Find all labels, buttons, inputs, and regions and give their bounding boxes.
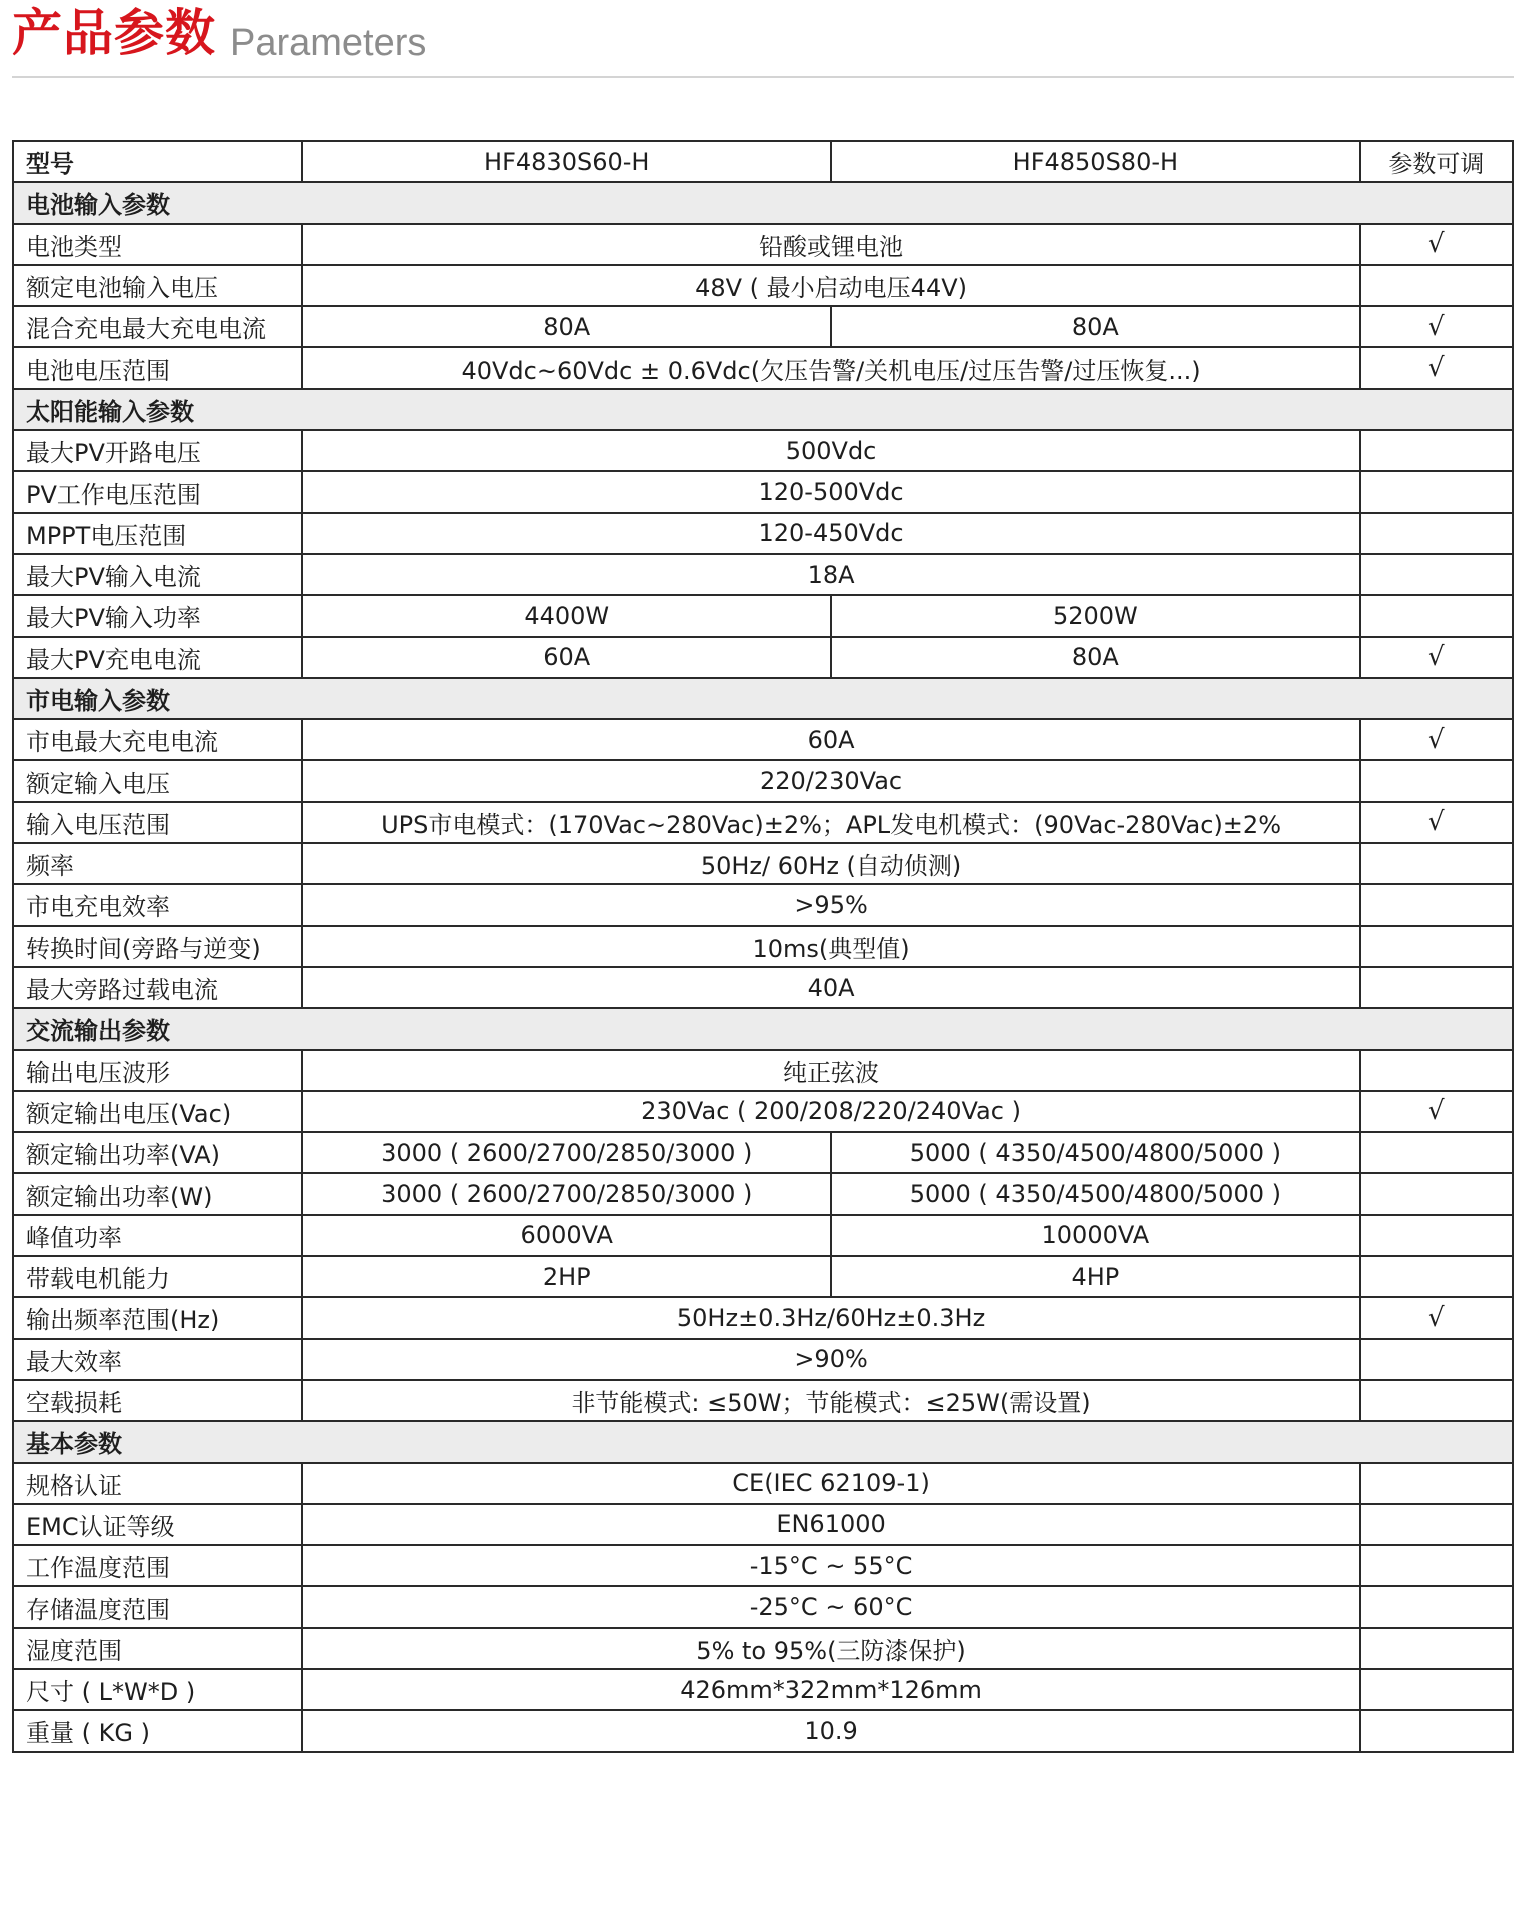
param-value: 50Hz/ 60Hz (自动侦测) [302, 843, 1359, 884]
adjustable-check: √ [1360, 1297, 1513, 1338]
adjustable-check: √ [1360, 224, 1513, 265]
param-value-model-b: 5200W [831, 595, 1360, 636]
param-value-model-a: 60A [302, 637, 831, 678]
section-title: 交流输出参数 [13, 1008, 1513, 1049]
section-header-row [13, 1008, 1513, 1049]
param-label: 峰值功率 [13, 1215, 302, 1256]
param-value: CE(IEC 62109-1) [302, 1463, 1359, 1504]
table-row [13, 760, 1513, 801]
param-value: 40A [302, 967, 1359, 1008]
param-label: 市电最大充电电流 [13, 719, 302, 760]
table-row [13, 554, 1513, 595]
section-title: 电池输入参数 [13, 182, 1513, 223]
param-label: EMC认证等级 [13, 1504, 302, 1545]
section-header-row [13, 389, 1513, 430]
param-value: -25°C ~ 60°C [302, 1586, 1359, 1627]
param-value: 10.9 [302, 1710, 1359, 1751]
param-label: 空载损耗 [13, 1380, 302, 1421]
adjustable-check: √ [1360, 719, 1513, 760]
section-header-row [13, 182, 1513, 223]
param-value-model-b: 5000 ( 4350/4500/4800/5000 ) [831, 1132, 1360, 1173]
param-label: 带载电机能力 [13, 1256, 302, 1297]
param-label: PV工作电压范围 [13, 471, 302, 512]
param-value: 40Vdc~60Vdc ± 0.6Vdc(欠压告警/关机电压/过压告警/过压恢复...) [302, 347, 1359, 388]
section-header-row [13, 678, 1513, 719]
adjustable-check [1360, 967, 1513, 1008]
parameters-table-body [13, 141, 1513, 1752]
param-label: 额定输出功率(W) [13, 1173, 302, 1214]
section-title: 市电输入参数 [13, 678, 1513, 719]
section-title: 基本参数 [13, 1421, 1513, 1462]
table-row [13, 347, 1513, 388]
header-divider [12, 76, 1514, 78]
param-value: 48V ( 最小启动电压44V) [302, 265, 1359, 306]
table-row [13, 802, 1513, 843]
param-value-model-a: 2HP [302, 1256, 831, 1297]
param-label: 湿度范围 [13, 1628, 302, 1669]
param-value: 50Hz±0.3Hz/60Hz±0.3Hz [302, 1297, 1359, 1338]
param-value: >95% [302, 884, 1359, 925]
param-value: 120-500Vdc [302, 471, 1359, 512]
adjustable-check [1360, 513, 1513, 554]
adjustable-check [1360, 1628, 1513, 1669]
adjustable-check [1360, 1050, 1513, 1091]
param-label: 输入电压范围 [13, 802, 302, 843]
param-label: 输出电压波形 [13, 1050, 302, 1091]
table-row [13, 471, 1513, 512]
model-header: 型号 [13, 141, 302, 182]
table-row [13, 1091, 1513, 1132]
param-value: -15°C ~ 55°C [302, 1545, 1359, 1586]
table-row [13, 719, 1513, 760]
table-row [13, 884, 1513, 925]
table-row [13, 1463, 1513, 1504]
param-label: 最大PV开路电压 [13, 430, 302, 471]
adjustable-check: √ [1360, 802, 1513, 843]
param-value: 220/230Vac [302, 760, 1359, 801]
adjustable-check: √ [1360, 347, 1513, 388]
param-label: 混合充电最大充电电流 [13, 306, 302, 347]
adjustable-check [1360, 1586, 1513, 1627]
param-value: 铅酸或锂电池 [302, 224, 1359, 265]
param-label: 额定电池输入电压 [13, 265, 302, 306]
table-row [13, 926, 1513, 967]
param-label: 转换时间(旁路与逆变) [13, 926, 302, 967]
table-row [13, 1628, 1513, 1669]
param-value: 500Vdc [302, 430, 1359, 471]
param-value-model-b: 80A [831, 637, 1360, 678]
param-label: 市电充电效率 [13, 884, 302, 925]
param-label: 额定输入电压 [13, 760, 302, 801]
param-value: 非节能模式: ≤50W；节能模式：≤25W(需设置) [302, 1380, 1359, 1421]
adjustable-check [1360, 1173, 1513, 1214]
table-row [13, 306, 1513, 347]
param-label: 额定输出电压(Vac) [13, 1091, 302, 1132]
param-value: 5% to 95%(三防漆保护) [302, 1628, 1359, 1669]
table-row [13, 1710, 1513, 1751]
adjustable-check: √ [1360, 637, 1513, 678]
param-value-model-b: 10000VA [831, 1215, 1360, 1256]
param-label: 额定输出功率(VA) [13, 1132, 302, 1173]
param-value: EN61000 [302, 1504, 1359, 1545]
param-value-model-b: 5000 ( 4350/4500/4800/5000 ) [831, 1173, 1360, 1214]
param-label: 电池类型 [13, 224, 302, 265]
table-row [13, 1173, 1513, 1214]
param-label: 电池电压范围 [13, 347, 302, 388]
param-value: 18A [302, 554, 1359, 595]
param-value-model-a: 3000 ( 2600/2700/2850/3000 ) [302, 1173, 831, 1214]
page-subtitle: Parameters [230, 22, 427, 64]
table-row [13, 1132, 1513, 1173]
adjustable-check [1360, 595, 1513, 636]
adjustable-check [1360, 471, 1513, 512]
param-value: >90% [302, 1339, 1359, 1380]
table-row [13, 513, 1513, 554]
table-row [13, 595, 1513, 636]
table-row [13, 1380, 1513, 1421]
adjustable-check [1360, 1215, 1513, 1256]
table-row [13, 430, 1513, 471]
adjustable-check [1360, 265, 1513, 306]
table-row [13, 1504, 1513, 1545]
section-header-row [13, 1421, 1513, 1462]
adjustable-check [1360, 1256, 1513, 1297]
section-title: 太阳能输入参数 [13, 389, 1513, 430]
param-value: 60A [302, 719, 1359, 760]
table-header-row [13, 141, 1513, 182]
param-value: 10ms(典型值) [302, 926, 1359, 967]
param-label: 最大PV充电电流 [13, 637, 302, 678]
table-row [13, 1050, 1513, 1091]
adjustable-check [1360, 1463, 1513, 1504]
param-label: MPPT电压范围 [13, 513, 302, 554]
param-value-model-a: 6000VA [302, 1215, 831, 1256]
table-row [13, 1297, 1513, 1338]
model-b-header: HF4850S80-H [831, 141, 1360, 182]
table-row [13, 1545, 1513, 1586]
adjustable-check: √ [1360, 306, 1513, 347]
param-label: 最大旁路过载电流 [13, 967, 302, 1008]
param-label: 存储温度范围 [13, 1586, 302, 1627]
adjustable-check [1360, 760, 1513, 801]
table-row [13, 265, 1513, 306]
adjustable-check [1360, 1545, 1513, 1586]
param-value-model-a: 4400W [302, 595, 831, 636]
param-value-model-a: 3000 ( 2600/2700/2850/3000 ) [302, 1132, 831, 1173]
param-value-model-a: 80A [302, 306, 831, 347]
param-value-model-b: 4HP [831, 1256, 1360, 1297]
adjustable-check [1360, 430, 1513, 471]
parameters-table [12, 140, 1514, 1753]
param-label: 最大效率 [13, 1339, 302, 1380]
param-value: 120-450Vdc [302, 513, 1359, 554]
table-row [13, 637, 1513, 678]
page-title: 产品参数 [12, 4, 216, 62]
adjustable-check [1360, 1339, 1513, 1380]
table-row [13, 967, 1513, 1008]
param-label: 输出频率范围(Hz) [13, 1297, 302, 1338]
adjustable-check [1360, 926, 1513, 967]
adjustable-check: √ [1360, 1091, 1513, 1132]
adjustable-check [1360, 1380, 1513, 1421]
table-row [13, 1215, 1513, 1256]
param-value: UPS市电模式：(170Vac~280Vac)±2%；APL发电机模式：(90Vac-280Vac)±2% [302, 802, 1359, 843]
table-row [13, 843, 1513, 884]
adjustable-check [1360, 1710, 1513, 1751]
param-value: 230Vac ( 200/208/220/240Vac ) [302, 1091, 1359, 1132]
param-value-model-b: 80A [831, 306, 1360, 347]
adjustable-check [1360, 1504, 1513, 1545]
param-value: 纯正弦波 [302, 1050, 1359, 1091]
model-a-header: HF4830S60-H [302, 141, 831, 182]
param-label: 尺寸 ( L*W*D ) [13, 1669, 302, 1710]
param-label: 规格认证 [13, 1463, 302, 1504]
adjustable-header: 参数可调 [1360, 141, 1513, 182]
table-row [13, 1256, 1513, 1297]
adjustable-check [1360, 843, 1513, 884]
table-row [13, 224, 1513, 265]
param-label: 最大PV输入电流 [13, 554, 302, 595]
table-row [13, 1339, 1513, 1380]
param-label: 重量 ( KG ) [13, 1710, 302, 1751]
table-row [13, 1669, 1513, 1710]
table-row [13, 1586, 1513, 1627]
adjustable-check [1360, 1669, 1513, 1710]
adjustable-check [1360, 1132, 1513, 1173]
adjustable-check [1360, 554, 1513, 595]
adjustable-check [1360, 884, 1513, 925]
param-label: 工作温度范围 [13, 1545, 302, 1586]
param-label: 频率 [13, 843, 302, 884]
param-value: 426mm*322mm*126mm [302, 1669, 1359, 1710]
param-label: 最大PV输入功率 [13, 595, 302, 636]
